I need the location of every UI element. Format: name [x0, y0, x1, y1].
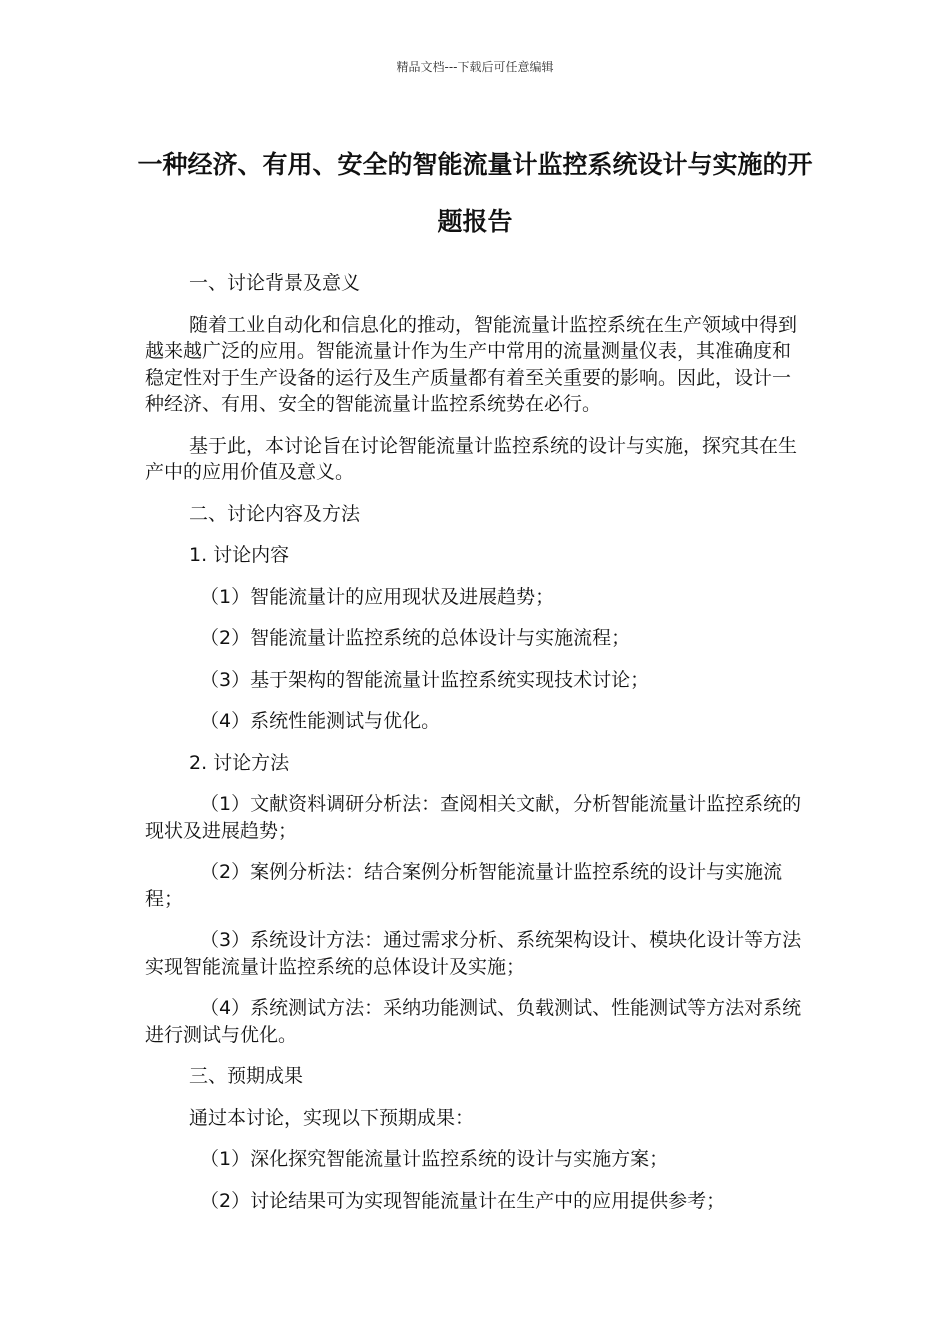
document-body — [145, 270, 807, 1214]
results-list-item: （2）讨论结果可为实现智能流量计在生产中的应用提供参考； — [200, 1189, 726, 1212]
document-title: 一种经济、有用、安全的智能流量计监控系统设计与实施的开题报告 — [137, 150, 813, 236]
method-list-item: （4）系统测试方法：采纳功能测试、负载测试、性能测试等方法对系统进行测试与优化。 — [145, 997, 802, 1046]
subsection-heading-content: 1. 讨论内容 — [189, 544, 290, 566]
section-heading-content-method: 二、讨论内容及方法 — [189, 502, 361, 525]
subsection-heading-method: 2. 讨论方法 — [189, 751, 290, 774]
background-paragraph-2: 基于此，本讨论旨在讨论智能流量计监控系统的设计与实施，探究其在生产中的应用价值及意义。 — [145, 434, 798, 483]
content-list-item: （1）智能流量计的应用现状及进展趋势； — [200, 585, 555, 608]
content-list-item: （3）基于架构的智能流量计监控系统实现技术讨论； — [200, 668, 650, 691]
results-list-item: （1）深化探究智能流量计监控系统的设计与实施方案； — [200, 1148, 669, 1170]
header-note: 精品文档---下载后可任意编辑 — [396, 60, 554, 74]
method-list-item: （3）系统设计方法：通过需求分析、系统架构设计、模块化设计等方法实现智能流量计监控系统的总体设计及实施； — [145, 929, 802, 978]
method-list-item: （1）文献资料调研分析法：查阅相关文献，分析智能流量计监控系统的现状及进展趋势； — [145, 793, 802, 842]
content-list-item: （4）系统性能测试与优化。 — [200, 710, 441, 732]
method-list-item: （2）案例分析法：结合案例分析智能流量计监控系统的设计与实施流程； — [145, 861, 783, 910]
content-list-item: （2）智能流量计监控系统的总体设计与实施流程； — [200, 627, 631, 649]
section-heading-expected-results: 三、预期成果 — [189, 1065, 304, 1087]
results-intro: 通过本讨论，实现以下预期成果： — [189, 1106, 475, 1129]
section-heading-background: 一、讨论背景及意义 — [189, 272, 361, 294]
background-paragraph-1: 随着工业自动化和信息化的推动，智能流量计监控系统在生产领域中得到越来越广泛的应用。智能流量计作为生产中常用的流量测量仪表，其准确度和稳定性对于生产设备的运行及生产质量都有着至关重要的影响。因此，设计一种经济、有用、安全的智能流量计监控系统势在必行。 — [145, 313, 798, 415]
